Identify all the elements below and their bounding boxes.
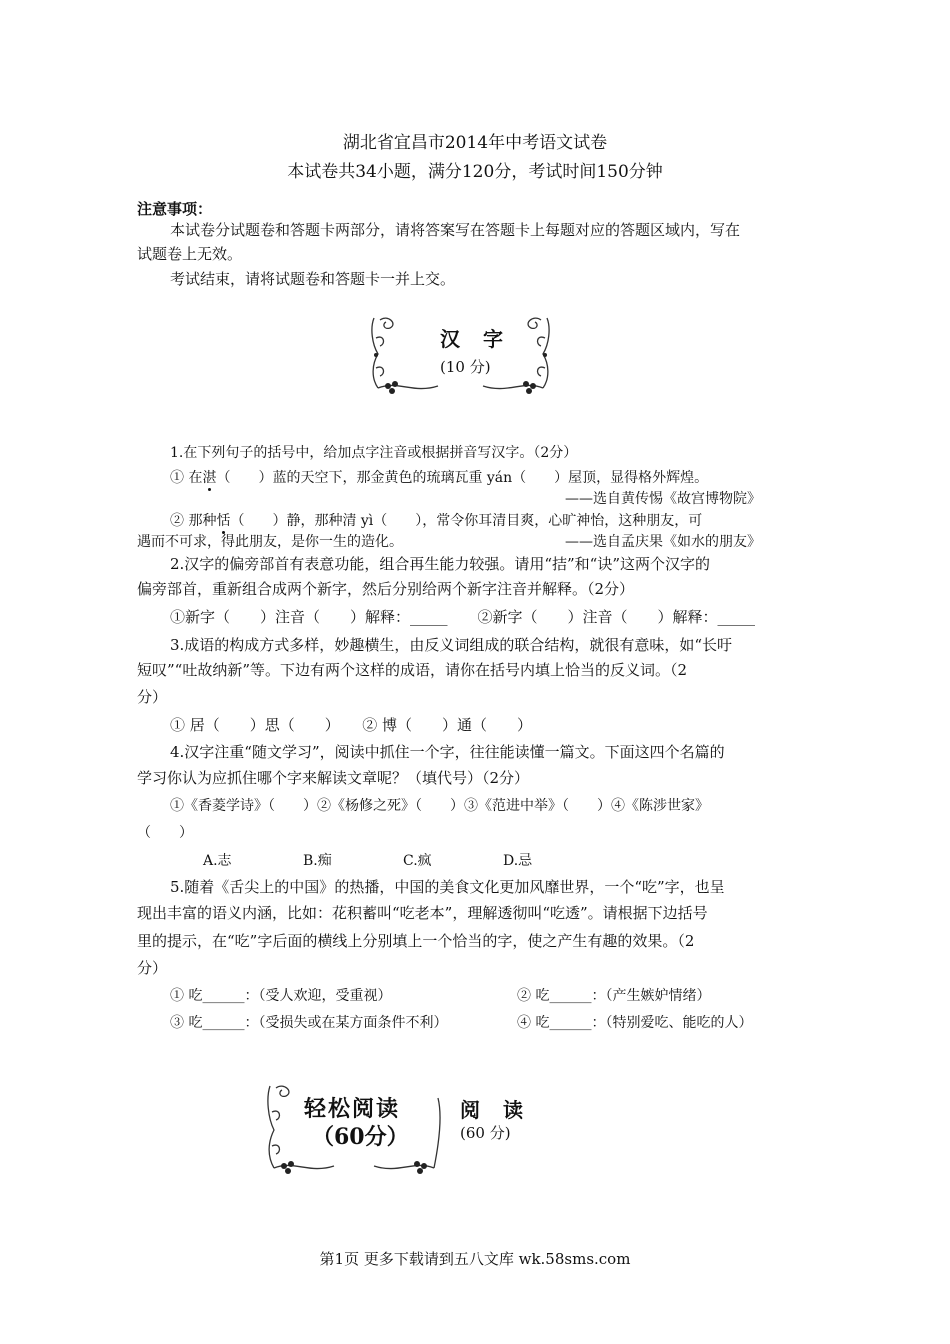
page-footer: 第1页 更多下载请到五八文库 wk.58sms.com xyxy=(319,1250,631,1268)
q4-works-cont: （ ） xyxy=(137,825,193,841)
notice-line: 本试卷分试题卷和答题卡两部分，请将答案写在答题卡上每题对应的答题区域内，写在 xyxy=(170,221,741,239)
q5-item: ③ 吃______：（受损失或在某方面条件不利） xyxy=(170,1015,448,1031)
notice-heading: 注意事项： xyxy=(137,200,213,218)
q5-line: 分） xyxy=(137,959,168,977)
section-heading: 汉 字 xyxy=(440,327,511,351)
q1-sentence-b-cont: 遇而不可求，得此朋友，是你一生的造化。 xyxy=(137,534,403,550)
q5-line: 5.随着《舌尖上的中国》的热播，中国的美食文化更加风靡世界，一个“吃”字，也呈 xyxy=(170,878,725,896)
q4-option-b: B.痴 xyxy=(303,853,332,869)
notice-line: 试题卷上无效。 xyxy=(137,245,243,263)
q5-item: ① 吃______：（受人欢迎，受重视） xyxy=(170,988,392,1004)
q5-line: 现出丰富的语义内涵，比如：花积蓄叫“吃老本”，理解透彻叫“吃透”。请根据下边括号 xyxy=(137,904,708,922)
q5-line: 里的提示，在“吃”字后面的横线上分别填上一个恰当的字，使之产生有趣的效果。（2 xyxy=(137,932,695,950)
section-score: (10 分) xyxy=(440,358,491,376)
q1-sentence-a: ① 在湛（ ）蓝的天空下，那金黄色的琉璃瓦重 yán（ ）屋顶，显得格外辉煌。 xyxy=(170,470,709,486)
section-banner-score: （60分） xyxy=(312,1124,409,1150)
q4-option-c: C.疯 xyxy=(403,853,432,869)
q5-item: ④ 吃______：（特别爱吃、能吃的人） xyxy=(517,1015,753,1031)
page-title: 湖北省宜昌市2014年中考语文试卷 xyxy=(342,133,608,153)
section-banner-text: 轻松阅读 xyxy=(304,1096,401,1122)
q4-line: 学习你认为应抓住哪个字来解读文章呢？（填代号）（2分） xyxy=(137,769,530,787)
q2-line: 偏旁部首，重新组合成两个新字，然后分别给两个新字注音并解释。（2分） xyxy=(137,580,635,598)
q3-answer-line: ① 居（ ）思（ ） ② 博（ ）通（ ） xyxy=(170,716,533,734)
q1-source-b: ——选自孟庆果《如水的朋友》 xyxy=(565,534,761,550)
notice-line: 考试结束，请将试题卷和答题卡一并上交。 xyxy=(170,270,456,288)
q4-option-a: A.志 xyxy=(203,853,232,869)
q3-line: 3.成语的构成方式多样，妙趣横生，由反义词组成的联合结构，就很有意味，如“长吁 xyxy=(170,636,732,654)
q4-option-d: D.忌 xyxy=(503,853,533,869)
dotted-char: 恬 xyxy=(216,513,231,529)
section-score: (60 分) xyxy=(460,1124,511,1142)
section-heading: 阅 读 xyxy=(460,1098,531,1122)
ornament-frame-icon xyxy=(368,308,553,396)
section-banner-hanzi xyxy=(368,308,553,396)
page-subtitle: 本试卷共34小题，满分120分，考试时间150分钟 xyxy=(287,162,663,182)
q3-line: 短叹”“吐故纳新”等。下边有两个这样的成语，请你在括号内填上恰当的反义词。（2 xyxy=(137,661,688,679)
q1-sentence-b: ② 那种恬（ ）静，那种清 yì（ ），常令你耳清目爽，心旷神怡，这种朋友，可 xyxy=(170,513,703,529)
q1-source-a: ——选自黄传惕《故宫博物院》 xyxy=(565,491,761,507)
q1-stem: 1.在下列句子的括号中，给加点字注音或根据拼音写汉字。（2分） xyxy=(170,445,578,461)
q5-item: ② 吃______：（产生嫉妒情绪） xyxy=(517,988,711,1004)
q3-line: 分） xyxy=(137,688,168,706)
q4-works: ①《香菱学诗》（ ）②《杨修之死》（ ）③《范进中举》（ ）④《陈涉世家》 xyxy=(170,798,709,814)
section-banner-reading xyxy=(264,1078,444,1176)
q4-line: 4.汉字注重“随文学习”，阅读中抓住一个字，往往能读懂一篇文。下面这四个名篇的 xyxy=(170,743,725,761)
q2-answer-line: ①新字（ ）注音（ ）解释：_____ ②新字（ ）注音（ ）解释：_____ xyxy=(170,608,756,626)
q2-line: 2.汉字的偏旁部首有表意功能，组合再生能力较强。请用“拮”和“诀”这两个汉字的 xyxy=(170,555,710,573)
dotted-char: 湛 xyxy=(202,470,217,486)
